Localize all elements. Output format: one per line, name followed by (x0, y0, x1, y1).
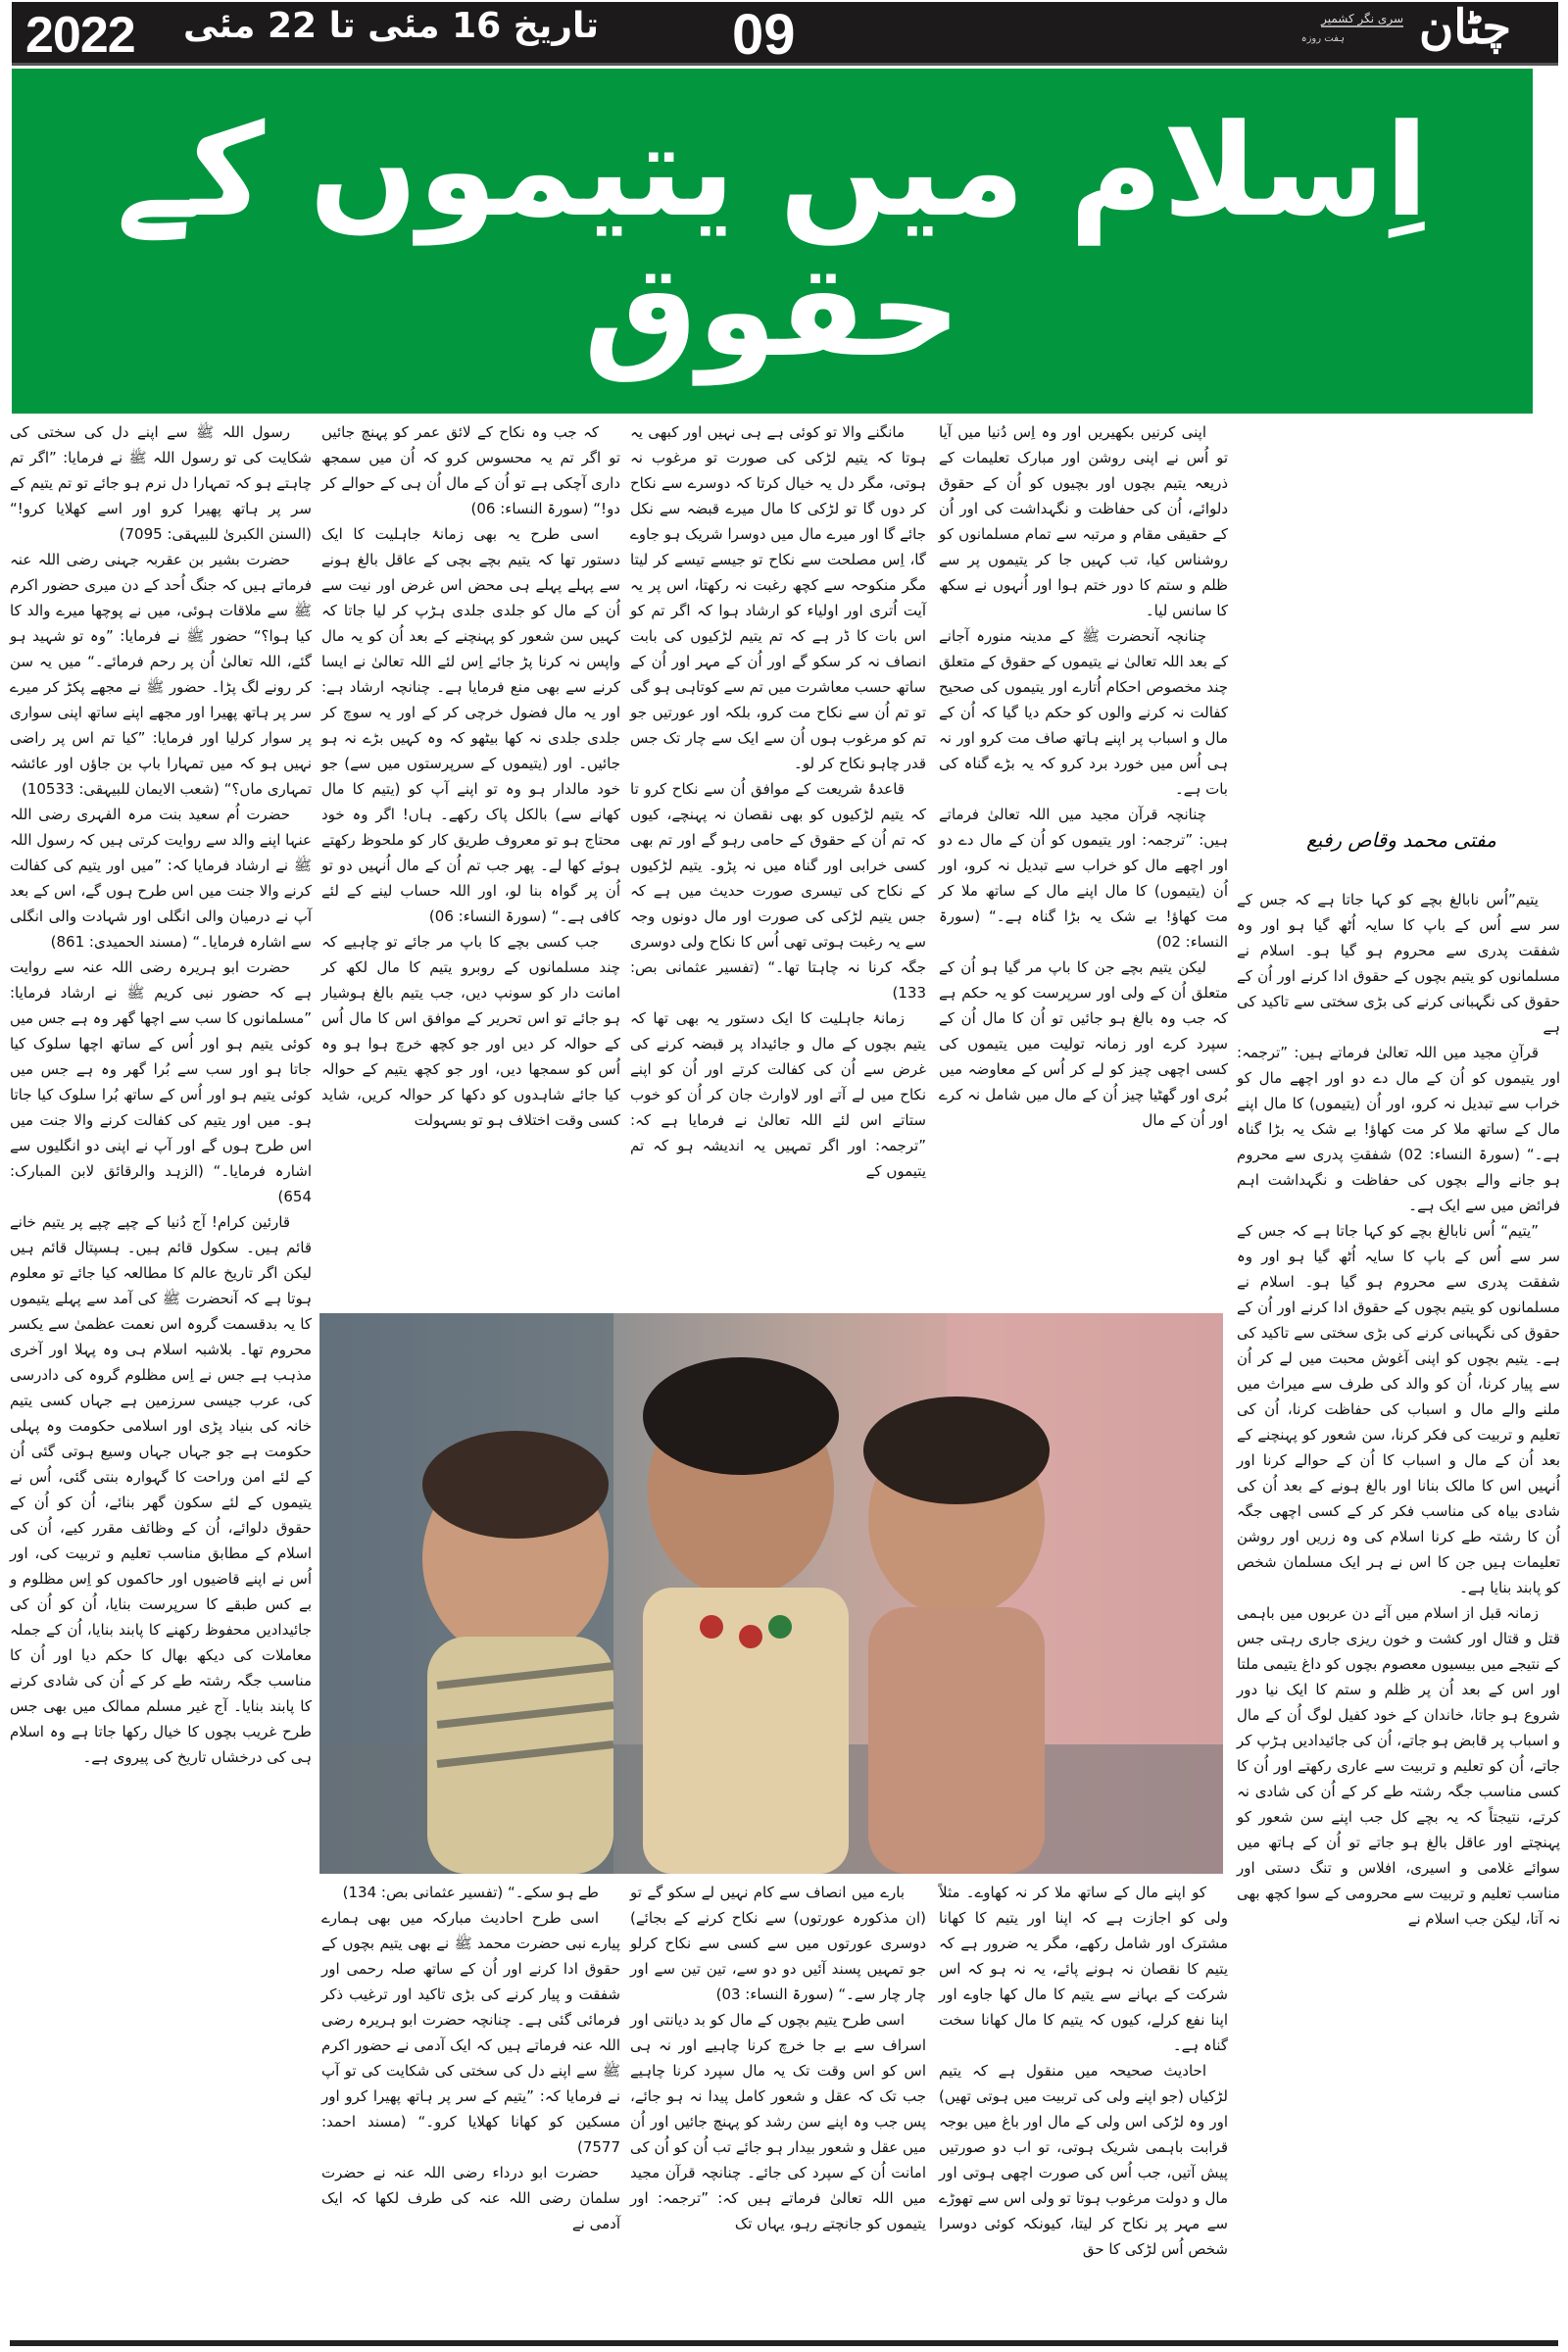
headline-banner (12, 69, 1533, 414)
logo-text: چٹان (1418, 0, 1511, 55)
paragraph: اسی طرح یہ بھی زمانۂ جاہلیت کا ایک دستور تھا کہ یتیم بچے بچی کے عاقل بالغ ہونے سے پہلے پہلے ہی محض اس غرض اور نیت سے اُن کے مال کو جلدی جلدی ہڑپ کر لیا جاتا کہ کہیں سن شعور کو پہنچنے کے بعد اُن کو یہ مال واپس نہ کرنا پڑ جائے اِس لئے اللہ تعالیٰ نے ایسا کرنے سے بھی منع فرمایا ہے۔ چنانچہ ارشاد ہے: اور یہ مال فضول خرچی کر کے اور یہ سوچ کر جلدی جلدی نہ کھا بیٹھو کہ وہ کہیں بڑے نہ ہو جائیں۔ اور (یتیموں کے سرپرستوں میں سے) جو خود مالدار ہو وہ تو اپنے آپ کو (یتیم کا مال کھانے سے) بالکل پاک رکھے۔ ہاں! اگر وہ خود محتاج ہو تو معروف طریق کار کو ملحوظ رکھتے ہوئے کھا لے۔ پھر جب تم اُن کے مال اُنہیں دو تو اُن پر گواہ بنا لو، اور اللہ حساب لینے کے لئے کافی ہے۔“ (سورۃ النساء: 06) (321, 525, 620, 925)
paragraph: ”یتیم“ اُس نابالغ بچے کو کہا جاتا ہے کہ جس کے سر سے اُس کے باپ کا سایہ اُٹھ گیا ہو اور وہ شفقت پدری سے محروم ہو گیا ہو۔ اسلام نے مسلمانوں کو یتیم بچوں کے حقوق ادا کرنے اور اُن کے حقوق کی نگہبانی کرنے کی بڑی سختی سے تاکید کی ہے۔ یتیم بچوں کو اپنی آغوش محبت میں لے کر اُن سے پیار کرنا، اُن کو والد کی طرف سے میراث میں ملنے والے مال و اسباب کی حفاظت کرنا، اُن کی تعلیم و تربیت کی فکر کرنا، سن شعور کو پہنچنے کے بعد اُن کے مال و اسباب کا اُن کے حوالے کرنا اور اُنہیں اس کا مالک بنانا اور بالغ ہونے کے بعد اُن کی شادی بیاہ کی مناسب فکر کر کے کسی اچھی جگہ اُن کا رشتہ طے کرنا اسلام کی وہ زریں اور روشن تعلیمات ہیں جن کا اس نے ہر ایک مسلمان شخص کو پابند بنایا ہے۔ (1237, 1222, 1560, 1596)
paragraph: کہ جب وہ نکاح کے لائق عمر کو پہنچ جائیں تو اگر تم یہ محسوس کرو کہ اُن میں سمجھ داری آچکی ہے تو اُن کے مال اُن ہی کے حوالے کر دو!“ (سورۃ النساء: 06) (321, 423, 620, 517)
photo-illustration (319, 1313, 1223, 1874)
column-2-bottom (939, 1880, 1228, 2262)
paragraph: رسول اللہ ﷺ سے اپنے دل کی سختی کی شکایت کی تو رسول اللہ ﷺ نے فرمایا: ”اگر تم چاہتے ہو کہ تمہارا دل نرم ہو جائے تو تم یتیم کے سر پر ہاتھ پھیرا کرو اور اسے کھلایا کرو!“ (السنن الکبریٰ للبیہقی: 7095) (10, 423, 312, 543)
paragraph: حضرت اُم سعید بنت مرہ الفہری رضی اللہ عنہا اپنے والد سے روایت کرتی ہیں کہ رسول اللہ ﷺ نے ارشاد فرمایا کہ: ”میں اور یتیم کی کفالت کرنے والا جنت میں اس طرح ہوں گے، اس کے بعد آپ نے درمیان والی انگلی اور شہادت والی انگلی سے اشارہ فرمایا۔“ (مسند الحمیدی: 861) (10, 806, 312, 951)
column-3-top (630, 419, 926, 1184)
bottom-rule (10, 2340, 1558, 2346)
page-number: 09 (732, 3, 796, 67)
paragraph: زمانہ قبل از اسلام میں آئے دن عربوں میں باہمی قتل و قتال اور کشت و خون ریزی جاری رہتی جس کے نتیجے میں بیسیوں معصوم بچوں کو داغ یتیمی ملتا اور اس کے بعد اُن پر ظلم و ستم کا ایک نیا دور شروع ہو جاتا، خاندان کے خود کفیل لوگ اُن کے مال و اسباب پر قابض ہو جاتے، اُن کی جائیدادیں ہڑپ کر جاتے، اُن کو تعلیم و تربیت سے عاری رکھتے اور اُن کا کسی مناسب جگہ رشتہ طے کر کے اُن کی شادی نہ کرتے، نتیجتاً کہ یہ بچے کل جب اپنے سن شعور کو پہنچتے اور عاقل بالغ ہو جاتے تو اُن کے ہاتھ میں سوائے غلامی و اسیری، افلاس و تنگ دستی اور مناسب تعلیم و تربیت سے محرومی کے سوا کچھ بھی نہ آتا، لیکن جب اسلام نے (1237, 1604, 1560, 1928)
column-2-top (939, 419, 1228, 1133)
children-photo (319, 1313, 1223, 1874)
paragraph: کو اپنے مال کے ساتھ ملا کر نہ کھاوے۔ مثلاً ولی کو اجازت ہے کہ اپنا اور یتیم کا کھانا مشترک اور شامل رکھے، مگر یہ ضرور ہے کہ یتیم کا نقصان نہ ہونے پائے، یہ نہ ہو کہ اس شرکت کے بہانے سے یتیم کا مال کھا جاوے اور اپنا نفع کرلے، کیوں کہ یتیم کا مال کھانا سخت گناہ ہے۔ (939, 1884, 1228, 2054)
column-4-bottom (321, 1880, 620, 2236)
issue-year: 2022 (25, 7, 135, 64)
paragraph: اسی طرح یتیم بچوں کے مال کو بد دیانتی اور اسراف سے بے جا خرچ کرنا چاہیے اور نہ ہی اس کو اس وقت تک یہ مال سپرد کرنا چاہیے جب تک کہ عقل و شعور کامل پیدا نہ ہو جائے، پس جب وہ اپنے سن رشد کو پہنچ جائیں اور اُن میں عقل و شعور بیدار ہو جائے تب اُن کو اُن کی امانت اُن کے سپرد کی جائے۔ چنانچہ قرآن مجید میں اللہ تعالیٰ فرماتے ہیں کہ: ”ترجمہ: اور یتیموں کو جانچتے رہو، یہاں تک (630, 2011, 926, 2232)
paragraph: احادیث صحیحہ میں منقول ہے کہ یتیم لڑکیاں (جو اپنے ولی کی تربیت میں ہوتی تھیں) اور وہ لڑکی اس ولی کے مال اور باغ میں بوجہ قرابت باہمی شریک ہوتی، تو اب دو صورتیں پیش آتیں، جب اُس کی صورت اچھی ہوتی اور مال و دولت مرغوب ہوتا تو ولی اس سے تھوڑے سے مہر پر نکاح کر لیتا، کیونکہ کوئی دوسرا شخص اُس لڑکی کا حق (939, 2062, 1228, 2258)
paragraph: قارئین کرام! آج دُنیا کے چپے چپے پر یتیم خانے قائم ہیں۔ سکول قائم ہیں۔ ہسپتال قائم ہیں لیکن اگر تاریخ عالم کا مطالعہ کیا جائے تو معلوم ہوتا ہے کہ آنحضرت ﷺ کی آمد سے پہلے یتیموں کا یہ بدقسمت گروہ اس نعمت عظمیٰ سے یکسر محروم تھا۔ بلاشبہ اسلام ہی وہ پہلا اور آخری مذہب ہے جس نے اِس مظلوم گروہ کی دادرسی کی، عرب جیسی سرزمین ہے جہاں کسی یتیم خانہ کی بنیاد پڑی اور اسلامی حکومت وہ پہلی حکومت ہے جو جہاں جہاں وسیع ہوتی گئی اُن کے لئے امن وراحت کا گہوارہ بنتی گئی، اُس نے یتیموں کے لئے سکون گھر بنائے، اُن کو اُن کے حقوق دلوائے، اُن کے وظائف مقرر کیے، اُن کی اسلام کے مطابق مناسب تعلیم و تربیت کی، اور اُس نے اپنے قاضیوں اور حاکموں کو اِس مظلوم و بے کس طبقے کا سرپرست بنایا، اُن کو اُن کی جائیدادیں محفوظ رکھنے کا پابند بنایا، اُن کے جملہ معاملات کی دیکھ بھال کا حکم دیا اور اُن کا مناسب جگہ رشتہ طے کر کے اُن کی شادی کرنے کا پابند بنایا۔ آج غیر مسلم ممالک میں بھی جس طرح غریب بچوں کا خیال رکھا جاتا ہے وہ اسلام ہی کی درخشاں تاریخ کی پیروی ہے۔ (10, 1213, 312, 1766)
byline: مفتی محمد وقاص رفیع (1306, 828, 1496, 852)
paragraph: حضرت ابو درداء رضی اللہ عنہ نے حضرت سلمان رضی اللہ عنہ کی طرف لکھا کہ ایک آدمی نے (321, 2164, 620, 2232)
paragraph: زمانۂ جاہلیت کا ایک دستور یہ بھی تھا کہ یتیم بچوں کے مال و جائیداد پر قبضہ کرنے کی غرض سے اُن کی کفالت کرتے اور اُن کو اپنے نکاح میں لے آتے اور لاوارث جان کر اُن کو خوب ستاتے اس لئے اللہ تعالیٰ نے فرمایا ہے کہ: ”ترجمہ: اور اگر تمہیں یہ اندیشہ ہو کہ تم یتیموں کے (630, 1009, 926, 1180)
paragraph: اپنی کرنیں بکھیریں اور وہ اِس دُنیا میں آیا تو اُس نے اپنی روشن اور مبارک تعلیمات کے ذریعہ یتیم بچوں اور بچیوں کو اُن کے حقوق دلوائے، اُن کی حفاظت و نگہداشت کی اور اُن کے حقیقی مقام و مرتبہ سے تمام مسلمانوں کو روشناس کیا، تب کہیں جا کر یتیموں پر سے ظلم و ستم کا دور ختم ہوا اور اُنہوں نے سکھ کا سانس لیا۔ (939, 423, 1228, 619)
paragraph: اسی طرح احادیث مبارکہ میں بھی ہمارے پیارے نبی حضرت محمد ﷺ نے بھی یتیم بچوں کے حقوق ادا کرنے اور اُن کے ساتھ صلہ رحمی اور شفقت و پیار کرنے کی بڑی تاکید اور ترغیب ذکر فرمائی گئی ہے۔ چنانچہ حضرت ابو ہریرہ رضی اللہ عنہ فرماتے ہیں کہ ایک آدمی نے حضور اکرم ﷺ سے اپنے دل کی سختی کی شکایت کی تو آپ نے فرمایا کہ: ”یتیم کے سر پر ہاتھ پھیرا کرو اور مسکین کو کھانا کھلایا کرو۔“ (مسند احمد: 7577) (321, 1909, 620, 2156)
logo-subtitle: سری نگر کشمیر (1321, 12, 1403, 25)
paragraph: طے ہو سکے۔“ (تفسیر عثمانی بص: 134) (342, 1884, 599, 1901)
paragraph: حضرت بشیر بن عقربہ جہنی رضی اللہ عنہ فرماتے ہیں کہ جنگ اُحد کے دن میری حضور اکرم ﷺ سے ملاقات ہوئی، میں نے پوچھا میرے والد کا کیا ہوا؟“ حضور ﷺ نے فرمایا: ”وہ تو شہید ہو گئے، اللہ تعالیٰ اُن پر رحم فرمائے۔“ میں یہ سن کر رونے لگ پڑا۔ حضور ﷺ نے مجھے پکڑ کر میرے سر پر ہاتھ پھیرا اور مجھے اپنے ساتھ اپنی سواری پر سوار کرلیا اور فرمایا: ”کیا تم اس پر راضی نہیں ہو کہ میں تمہارا باپ بن جاؤں اور عائشہ تمہاری ماں؟“ (شعب الایمان للبیہقی: 10533) (10, 551, 312, 798)
paragraph: بارے میں انصاف سے کام نہیں لے سکو گے تو (ان مذکورہ عورتوں) سے نکاح کرنے کے بجائے) دوسری عورتوں میں سے کسی سے نکاح کرلو جو تمہیں پسند آئیں دو دو سے، تین تین سے اور چار چار سے۔“ (سورۃ النساء: 03) (630, 1884, 926, 2003)
paragraph: چنانچہ آنحضرت ﷺ کے مدینہ منورہ آجانے کے بعد اللہ تعالیٰ نے یتیموں کے حقوق کے متعلق چند مخصوص احکام اُتارے اور یتیموں کی صحیح کفالت نہ کرنے والوں کو حکم دیا گیا کہ اُن کے مال و اسباب پر اپنے ہاتھ صاف مت کرو اور نہ ہی اُس میں خورد برد کرو کہ یہ بڑے گناہ کی بات ہے۔ (939, 627, 1228, 798)
issue-date-range: تاریخ 16 مئی تا 22 مئی (183, 6, 599, 46)
headline: اِسلام میں یتیموں کے حقوق (116, 96, 1429, 385)
paragraph: جب کسی بچے کا باپ مر جائے تو چاہیے کہ چند مسلمانوں کے روبرو یتیم کا مال لکھ کر امانت دار کو سونپ دیں، جب یتیم بالغ ہوشیار ہو جائے تو اس تحریر کے موافق اس کا مال اُس کے حوالہ کر دیں اور جو کچھ خرچ ہوا ہو وہ اُس کو سمجھا دیں، اور جو کچھ یتیم کے حوالہ کیا جائے شاہدوں کو دکھا کر حوالہ کریں، شاید کسی وقت اختلاف ہو تو بسہولت (321, 933, 620, 1129)
paragraph: چنانچہ قرآن مجید میں اللہ تعالیٰ فرماتے ہیں: ”ترجمہ: اور یتیموں کو اُن کے مال دے دو اور اچھے مال کو خراب سے تبدیل نہ کرو، اور اُن (یتیموں) کا مال اپنے مال کے ساتھ ملا کر مت کھاؤ! بے شک یہ بڑا گناہ ہے۔“ (سورۃ النساء: 02) (939, 806, 1228, 951)
paragraph: یتیم”اُس نابالغ بچے کو کہا جاتا ہے کہ جس کے سر سے اُس کے باپ کا سایہ اُٹھ گیا ہو اور وہ شفقت پدری سے محروم ہو گیا ہو۔ اسلام نے مسلمانوں کو یتیم بچوں کے حقوق ادا کرنے اور اُن کے حقوق کی نگہبانی کرنے کی بڑی سختی سے تاکید کی ہے (1237, 891, 1560, 1036)
masthead-bar (12, 2, 1558, 66)
paragraph: حضرت ابو ہریرہ رضی اللہ عنہ سے روایت ہے کہ حضور نبی کریم ﷺ نے ارشاد فرمایا: ”مسلمانوں کا سب سے اچھا گھر وہ ہے جس میں کوئی یتیم ہو اور اُس کے ساتھ اچھا سلوک کیا جاتا ہو اور سب سے بُرا گھر وہ ہے جس میں کوئی یتیم ہو اور اُس کے ساتھ بُرا سلوک کیا جاتا ہو۔ میں اور یتیم کی کفالت کرنے والا جنت میں اس طرح ہوں گے اور آپ نے اپنی دو انگلیوں سے اشارہ فرمایا۔“ (الزہد والرقائق لابن المبارک: 654) (10, 958, 312, 1205)
paragraph: لیکن یتیم بچے جن کا باپ مر گیا ہو اُن کے متعلق اُن کے ولی اور سرپرست کو یہ حکم ہے کہ جب وہ بالغ ہو جائیں تو اُن کا مال اُن کے سپرد کرے اور زمانہ تولیت میں یتیموں کی کسی اچھی چیز کو لے کر اُس کے معاوضہ میں بُری اور گھٹیا چیز اُن کے مال میں شامل نہ کرے اور اُن کے مال (939, 958, 1228, 1129)
column-3-bottom (630, 1880, 926, 2236)
newspaper-logo (1217, 0, 1550, 61)
paragraph: قاعدۂ شریعت کے موافق اُن سے نکاح کرو تا کہ یتیم لڑکیوں کو بھی نقصان نہ پہنچے، کیوں کہ تم اُن کے حقوق کے حامی رہو گے اور تم بھی کسی خرابی اور گناہ میں نہ پڑو۔ یتیم لڑکیوں کے نکاح کی تیسری صورت حدیث میں ہے کہ جس یتیم لڑکی کی صورت اور مال دونوں وجہ سے یہ رغبت ہوتی تھی اُس کا نکاح ولی دوسری جگہ کرنا نہ چاہتا تھا۔“ (تفسیر عثمانی بص: 133) (630, 780, 926, 1002)
column-1 (1237, 887, 1560, 1932)
paragraph: قرآنِ مجید میں اللہ تعالیٰ فرماتے ہیں: ”ترجمہ: اور یتیموں کو اُن کے مال دے دو اور اچھے مال کو خراب سے تبدیل نہ کرو، اور اُن (یتیموں) کا مال اپنے مال کے ساتھ ملا کر مت کھاؤ! بے شک یہ بڑا گناہ ہے۔“ (سورۃ النساء: 02) شفقتِ پدری سے محروم ہو جانے والے بچوں کی حفاظت و نگہداشت اہم فرائض میں سے ایک ہے۔ (1237, 1044, 1561, 1214)
column-4-top (321, 419, 620, 1133)
column-5 (10, 419, 312, 1770)
logo-tagline: ہفت روزہ (1300, 33, 1345, 44)
paragraph: مانگنے والا تو کوئی ہے ہی نہیں اور کبھی یہ ہوتا کہ یتیم لڑکی کی صورت تو مرغوب نہ ہوتی، مگر دل یہ خیال کرتا کہ دوسرے سے نکاح کر دوں گا تو لڑکی کا مال میرے قبضہ سے نکل جائے گا اور میرے مال میں دوسرا شریک ہو جاوے گا، اِس مصلحت سے نکاح تو جیسے تیسے کر لیتا مگر منکوحہ سے کچھ رغبت نہ رکھتا، اس پر یہ آیت اُتری اور اولیاء کو ارشاد ہوا کہ اگر تم کو اس بات کا ڈر ہے کہ تم یتیم لڑکیوں کی بابت انصاف نہ کر سکو گے اور اُن کے مہر اور اُن کے ساتھ حسب معاشرت میں تم سے کوتاہی ہو گی تو تم اُن سے نکاح مت کرو، بلکہ اور عورتیں جو تم کو مرغوب ہوں اُن سے ایک سے چار تک جس قدر چاہو نکاح کر لو۔ (630, 423, 926, 772)
